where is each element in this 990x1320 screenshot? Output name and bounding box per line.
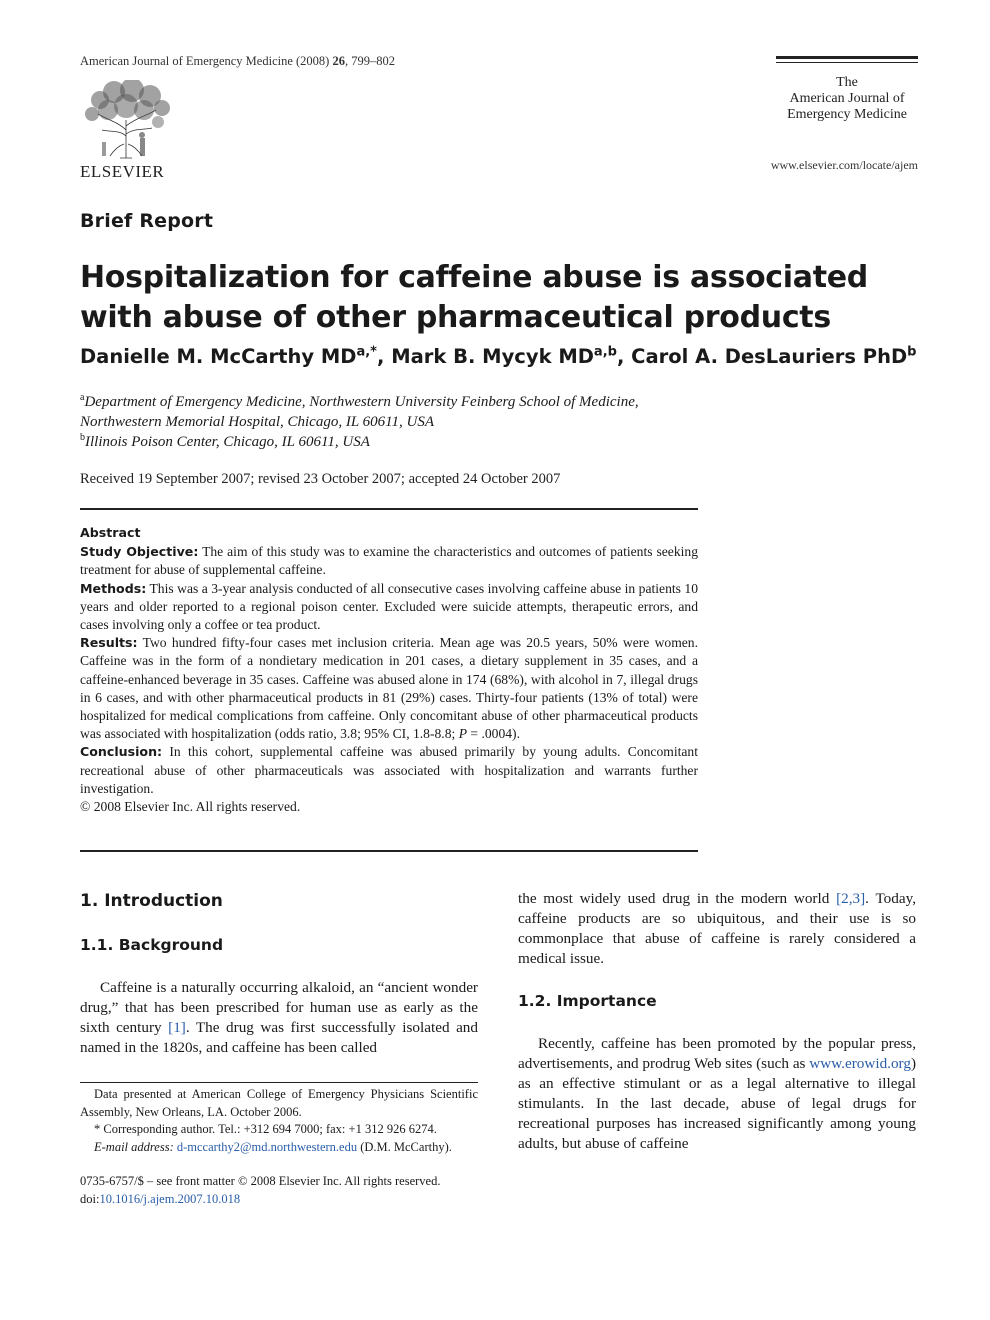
- author-affiliation-marker[interactable]: a,*: [356, 344, 377, 360]
- journal-name: [776, 75, 918, 123]
- doi-label: doi:: [80, 1192, 100, 1206]
- background-paragraph: [80, 978, 478, 1058]
- abstract-text: The aim of this study was to examine the characteristics and outcomes of patients seeking treatment for abuse of supplemental caffeine.: [80, 544, 698, 578]
- citation-prefix: American Journal of Emergency Medicine (2008): [80, 54, 330, 68]
- section-heading-introduction: 1. Introduction: [80, 891, 223, 911]
- abstract-results: [80, 634, 698, 743]
- doi-line: [80, 1190, 500, 1208]
- citation-volume: 26: [332, 54, 345, 68]
- author-name[interactable]: Danielle M. McCarthy MD: [80, 345, 357, 368]
- body-text: . The drug was first successfully isolated and named in the 1820s, and caffeine has been called: [80, 1019, 478, 1056]
- abstract-label: Study Objective:: [80, 544, 199, 560]
- abstract-text: This was a 3-year analysis conducted of all consecutive cases involving caffeine abuse in patients 10 years and older reported to a regional poison center. Excluded were suicide attempts, therapeutic errors, and cases involving only a coffee or tea product.: [80, 580, 698, 633]
- reference-link[interactable]: [2,3]: [836, 890, 866, 907]
- affiliation-line: [80, 392, 639, 412]
- presentation-note: Data presented at American College of Emergency Physicians Scientific Assembly, New Orleans, LA. October 2006.: [80, 1087, 478, 1119]
- subsection-heading-background: 1.1. Background: [80, 936, 224, 954]
- affiliation-marker: a: [80, 392, 85, 403]
- author-affiliation-marker[interactable]: a,b: [593, 344, 617, 360]
- abstract-text: = .0004).: [470, 726, 520, 742]
- journal-name-line3: Emergency Medicine: [787, 107, 907, 122]
- body-text: ) as an effective stimulant or as a legal alternative to illegal stimulants. In the last decade, abuse of legal drugs for recreational purposes has increased significantly among young adults, but abuse of caffeine: [518, 1055, 916, 1152]
- doi-link[interactable]: 10.1016/j.ajem.2007.10.018: [99, 1192, 241, 1206]
- abstract-text: Two hundred fifty-four cases met inclusion criteria. Mean age was 20.5 years, 50% were women. Caffeine was in the form of a nondietary medication in 201 cases, a dietary supplement in 35 cases, and a caffeine-enhanced beverage in 35 cases. Caffeine was abused alone in 174 (68%), with alcohol in 7, illegal drugs in 6 cases, and with other pharmaceutical products in 81 (29%) cases. Thirty-four patients (13% of total) were hospitalized for medical complications from caffeine. Only concomitant abuse of other pharmaceutical products was associated with hospitalization (odds ratio, 3.8; 95% CI, 1.8-8.8;: [80, 635, 699, 742]
- received-dates: Received 19 September 2007; revised 23 October 2007; accepted 24 October 2007: [80, 471, 561, 487]
- abstract-top-rule: [80, 508, 698, 510]
- front-matter-text: 0735-6757/$ – see front matter © 2008 Elsevier Inc. All rights reserved.: [80, 1174, 441, 1188]
- publisher-wordmark: ELSEVIER: [80, 162, 165, 181]
- author-name[interactable]: Mark B. Mycyk MD: [391, 345, 594, 368]
- email-owner: (D.M. McCarthy).: [360, 1139, 452, 1154]
- background-continuation: [518, 889, 916, 969]
- abstract-label: Results:: [80, 635, 138, 651]
- subsection-heading-importance: 1.2. Importance: [518, 992, 657, 1010]
- abstract-label: Conclusion:: [80, 744, 163, 760]
- email-label: E-mail address:: [94, 1139, 174, 1154]
- abstract: [80, 524, 698, 816]
- p-value-symbol: P: [458, 726, 467, 742]
- journal-masthead: [776, 56, 918, 123]
- affiliation-text: Northwestern Memorial Hospital, Chicago, IL 60611, USA: [80, 414, 435, 430]
- affiliation-text: Department of Emergency Medicine, Northwestern University Feinberg School of Medicine,: [84, 394, 639, 410]
- footnotes: [80, 1086, 478, 1156]
- masthead-rule: [776, 56, 918, 59]
- footnote-rule: [80, 1082, 478, 1083]
- corresponding-author-note: * Corresponding author. Tel.: +312 694 7000; fax: +1 312 926 6274.: [94, 1122, 437, 1136]
- affiliation-line: [80, 432, 639, 452]
- article-type-label: Brief Report: [80, 210, 214, 232]
- abstract-label: Methods:: [80, 580, 147, 596]
- author-affiliation-marker[interactable]: b: [907, 344, 917, 360]
- reference-link[interactable]: [1]: [168, 1019, 186, 1036]
- journal-url[interactable]: www.elsevier.com/locate/ajem: [770, 158, 918, 172]
- affiliation-text: Illinois Poison Center, Chicago, IL 60611, USA: [85, 434, 370, 450]
- abstract-bottom-rule: [80, 850, 698, 852]
- abstract-copyright: © 2008 Elsevier Inc. All rights reserved.: [80, 799, 301, 815]
- abstract-heading: Abstract: [80, 525, 141, 540]
- journal-citation: [80, 54, 395, 69]
- email-note: [80, 1139, 478, 1157]
- abstract-conclusion: [80, 743, 698, 798]
- journal-name-line1: The: [836, 75, 858, 90]
- author-list: [80, 345, 916, 368]
- affiliation-line: [80, 412, 639, 432]
- body-text: the most widely used drug in the modern world: [518, 890, 830, 907]
- author-name[interactable]: Carol A. DesLauriers PhD: [631, 345, 908, 368]
- abstract-study-objective: [80, 543, 698, 579]
- abstract-text: In this cohort, supplemental caffeine was abused primarily by young adults. Concomitant recreational abuse of other pharmaceuticals was associated with hospitalization and warrants further investigation.: [80, 744, 698, 796]
- author-separator: ,: [616, 345, 632, 368]
- email-link[interactable]: d-mccarthy2@md.northwestern.edu: [176, 1139, 358, 1154]
- journal-name-line2: American Journal of: [789, 91, 905, 106]
- author-separator: ,: [376, 345, 392, 368]
- web-link[interactable]: www.erowid.org: [809, 1055, 911, 1072]
- front-matter: [80, 1172, 500, 1208]
- body-text: Caffeine is a naturally occurring alkaloid, an “ancient wonder drug,” that has been prescribed for human use as early as the sixth century: [80, 979, 478, 1036]
- citation-pages: , 799–802: [344, 54, 395, 68]
- affiliation-marker: b: [80, 432, 85, 443]
- article-title: Hospitalization for caffeine abuse is associated with abuse of other pharmaceutical products: [80, 260, 868, 335]
- affiliations: [80, 392, 639, 452]
- body-text: . Today, caffeine products are so ubiquitous, and their use is so commonplace that abuse of caffeine is rarely considered a medical issue.: [518, 890, 916, 967]
- importance-paragraph: [518, 1034, 916, 1154]
- masthead-rule-thin: [776, 62, 918, 63]
- body-text: Recently, caffeine has been promoted by the popular press, advertisements, and prodrug Web sites (such as: [518, 1035, 916, 1072]
- abstract-methods: [80, 580, 698, 635]
